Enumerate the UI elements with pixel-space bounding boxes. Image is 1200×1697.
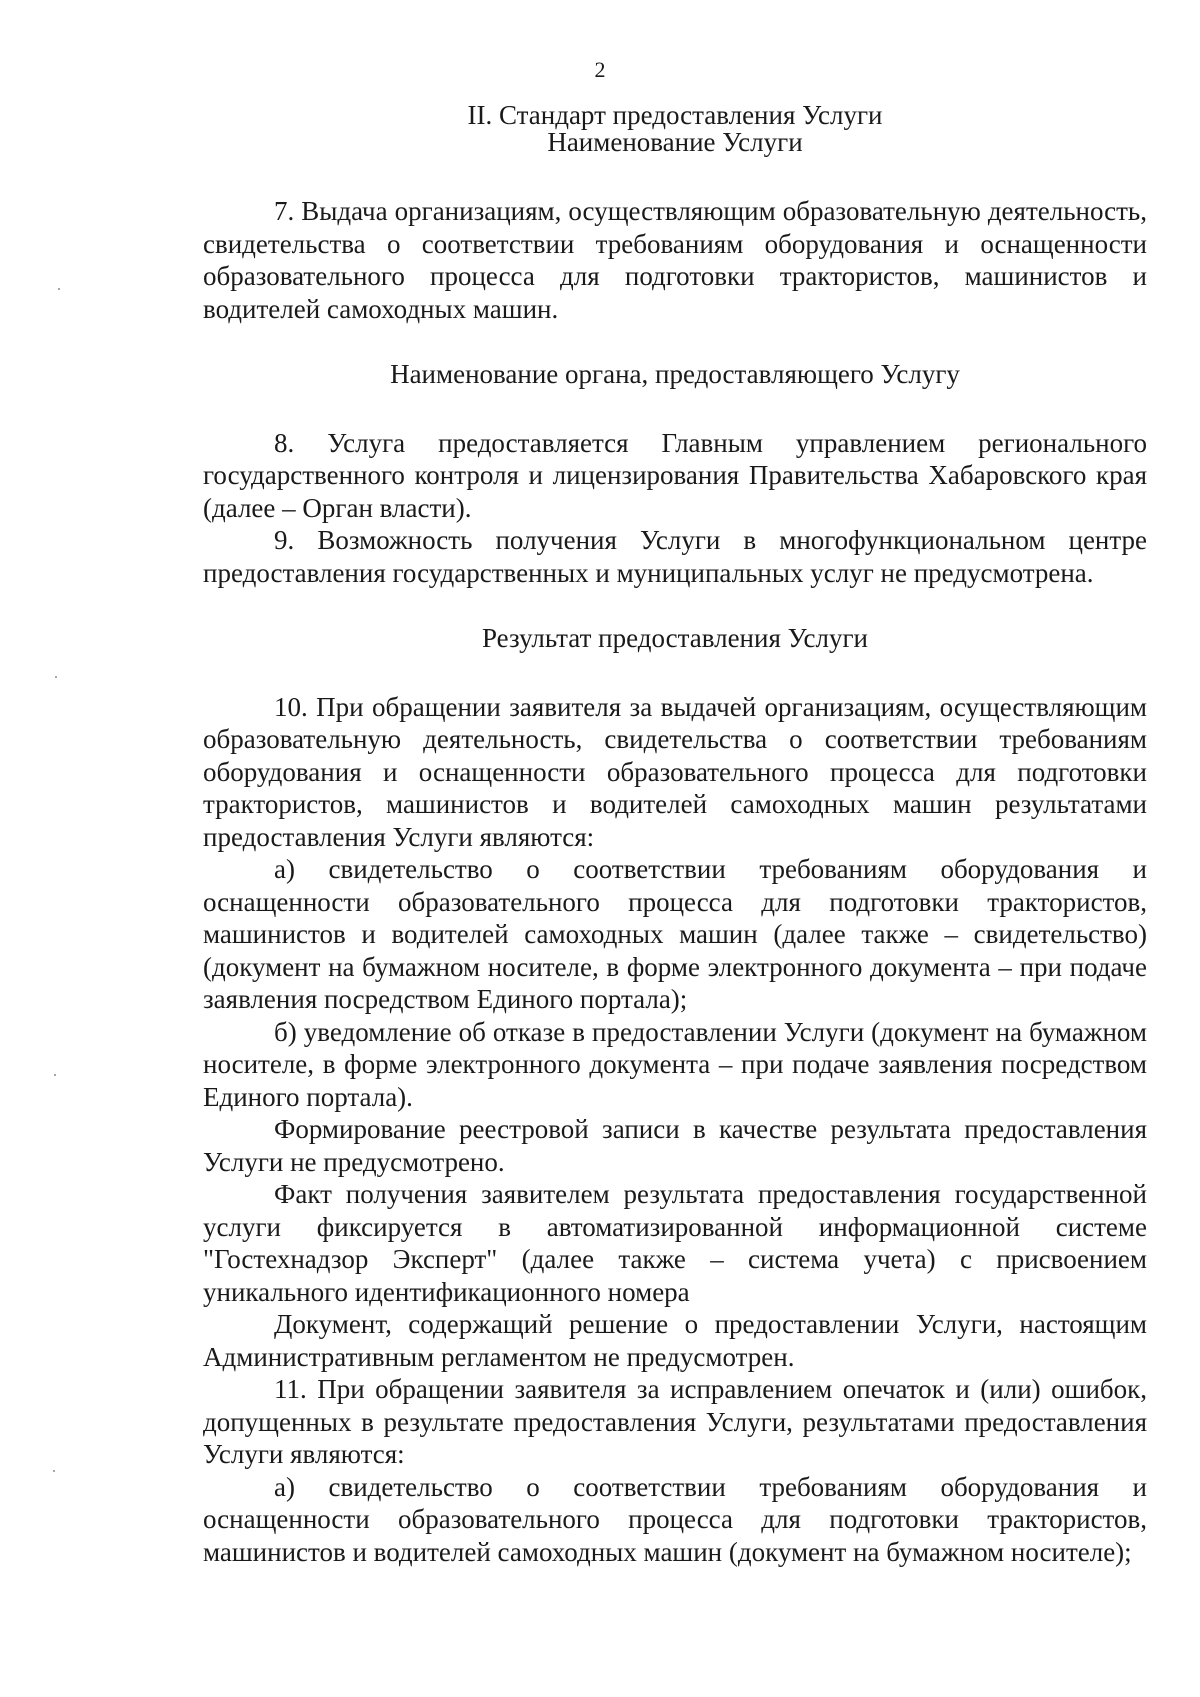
subheading-result: Результат предоставления Услуги (482, 623, 868, 653)
scan-speck (58, 288, 60, 290)
paragraph-fact-of-receipt: Факт получения заявителем результата предоставления государственной услуги фиксируется в автоматизированной информационной системе "Гостехнадзор Эксперт" (далее также – система учета) с присвоением уникального идентификационного номера (203, 1179, 1147, 1307)
paragraph-decision-document: Документ, содержащий решение о предоставлении Услуги, настоящим Административным регламентом не предусмотрен. (203, 1309, 1147, 1372)
paragraph-registry-record: Формирование реестровой записи в качестве результата предоставления Услуги не предусмотрено. (203, 1114, 1147, 1177)
paragraph-8: 8. Услуга предоставляется Главным управлением регионального государственного контроля и лицензирования Правительства Хабаровского края (далее – Орган власти). (203, 427, 1147, 523)
scan-speck (53, 1470, 55, 1472)
paragraph-10-a: а) свидетельство о соответствии требованиям оборудования и оснащенности образовательного процесса для подготовки трактористов, машинистов и водителей самоходных машин (далее также – свидетельство) (документ на бумажном носителе, в форме электронного документа – при подаче заявления посредством Единого портала); (203, 854, 1147, 1014)
section-title: II. Стандарт предоставления Услуги (467, 100, 883, 130)
scan-speck (55, 676, 57, 678)
section-heading (203, 102, 1147, 156)
page-number: 2 (594, 57, 606, 82)
paragraph-11: 11. При обращении заявителя за исправлением опечаток и (или) ошибок, допущенных в результате предоставления Услуги, результатами предоставления Услуги являются: (203, 1374, 1147, 1469)
paragraph-11-a: а) свидетельство о соответствии требованиям оборудования и оснащенности образовательного процесса для подготовки трактористов, машинистов и водителей самоходных машин (документ на бумажном носителе); (203, 1471, 1147, 1567)
subsection-title-service-name: Наименование Услуги (547, 127, 803, 157)
scan-speck (54, 1074, 56, 1076)
paragraph-7: 7. Выдача организациям, осуществляющим образовательную деятельность, свидетельства о соответствии требованиям оборудования и оснащенности образовательного процесса для подготовки трактористов, машинистов и водителей самоходных машин. (203, 196, 1147, 324)
document-body (203, 102, 1147, 1568)
paragraph-9: 9. Возможность получения Услуги в многофункциональном центре предоставления государственных и муниципальных услуг не предусмотрена. (203, 525, 1147, 588)
paragraph-10-b: б) уведомление об отказе в предоставлении Услуги (документ на бумажном носителе, в форме электронного документа – при подаче заявления посредством Единого портала). (203, 1016, 1147, 1112)
paragraph-10: 10. При обращении заявителя за выдачей организациям, осуществляющим образовательную деятельность, свидетельства о соответствии требованиям оборудования и оснащенности образовательного процесса для подготовки трактористов, машинистов и водителей самоходных машин результатами предоставления Услуги являются: (203, 691, 1147, 852)
subheading-authority: Наименование органа, предоставляющего Услугу (390, 359, 960, 389)
